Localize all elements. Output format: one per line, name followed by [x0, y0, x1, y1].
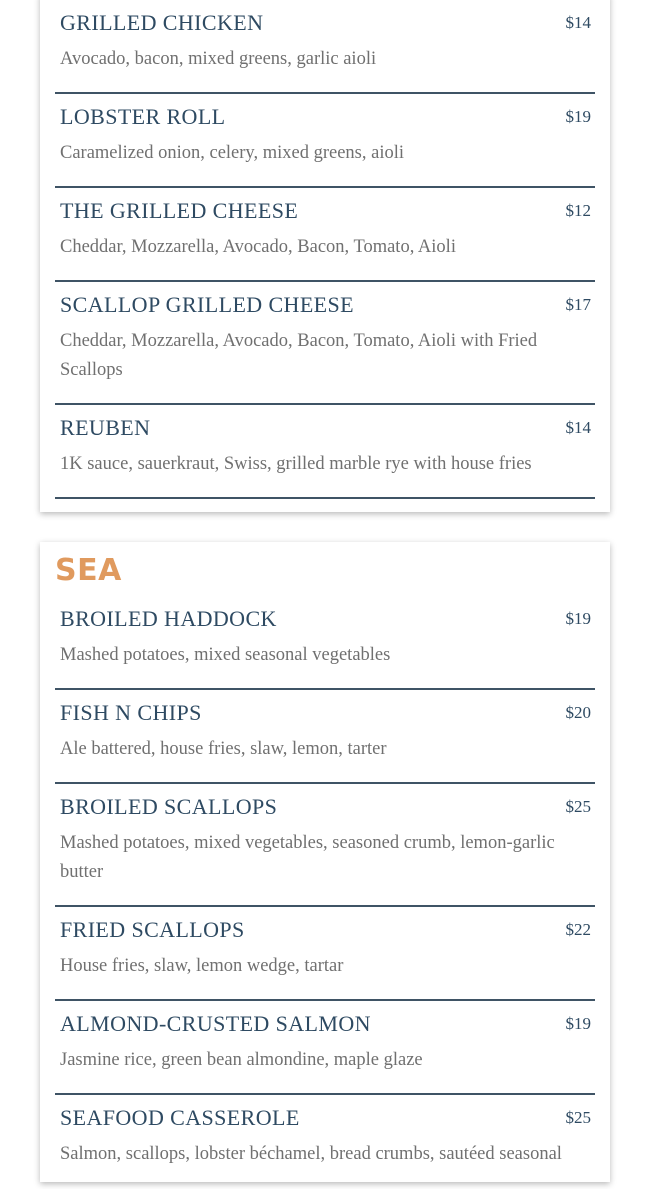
- item-description: Salmon, scallops, lobster béchamel, bread crumbs, sautéed seasonal: [60, 1144, 562, 1164]
- item-price: $20: [565, 703, 591, 722]
- item-name: ALMOND-CRUSTED SALMON: [60, 1011, 371, 1036]
- sandwiches-item-list: [55, 0, 595, 499]
- menu-item-the-grilled-cheese: [55, 188, 595, 282]
- item-name: GRILLED CHICKEN: [60, 10, 264, 35]
- menu-item-fried-scallops: [55, 907, 595, 1001]
- item-name: SEAFOOD CASSEROLE: [60, 1105, 300, 1130]
- item-name: REUBEN: [60, 415, 151, 440]
- item-name: FRIED SCALLOPS: [60, 917, 245, 942]
- menu-item-fish-n-chips: [55, 690, 595, 784]
- item-name: FISH N CHIPS: [60, 700, 202, 725]
- item-name: SCALLOP GRILLED CHEESE: [60, 292, 354, 317]
- item-price: $17: [565, 295, 591, 314]
- item-description: Cheddar, Mozzarella, Avocado, Bacon, Tomato, Aioli: [60, 237, 456, 257]
- item-name: LOBSTER ROLL: [60, 104, 226, 129]
- item-description: Mashed potatoes, mixed vegetables, seasoned crumb, lemon-garlic butter: [60, 833, 555, 882]
- menu-item-reuben: [55, 405, 595, 499]
- item-description: Caramelized onion, celery, mixed greens, aioli: [60, 143, 405, 163]
- sea-menu-card: [40, 542, 610, 1182]
- section-title: SEA: [55, 553, 122, 588]
- item-price: $14: [565, 418, 591, 437]
- item-description: 1K sauce, sauerkraut, Swiss, grilled marble rye with house fries: [60, 454, 532, 474]
- menu-item-broiled-scallops: [55, 784, 595, 907]
- item-name: THE GRILLED CHEESE: [60, 198, 299, 223]
- sandwiches-menu-card: [40, 0, 610, 512]
- item-price: $14: [565, 13, 591, 32]
- item-description: Avocado, bacon, mixed greens, garlic aioli: [60, 49, 377, 69]
- item-description: House fries, slaw, lemon wedge, tartar: [60, 956, 344, 976]
- menu-item-grilled-chicken: [55, 0, 595, 94]
- item-price: $25: [565, 1108, 591, 1127]
- menu-item-seafood-casserole: [55, 1095, 595, 1189]
- item-price: $19: [565, 609, 591, 628]
- item-price: $22: [565, 920, 591, 939]
- item-name: BROILED HADDOCK: [60, 606, 277, 631]
- item-price: $12: [565, 201, 591, 220]
- item-name: BROILED SCALLOPS: [60, 794, 278, 819]
- item-price: $19: [565, 1014, 591, 1033]
- menu-item-almond-crusted-salmon: [55, 1001, 595, 1095]
- item-price: $19: [565, 107, 591, 126]
- sea-item-list: [55, 596, 595, 1189]
- item-description: Jasmine rice, green bean almondine, maple glaze: [60, 1050, 423, 1070]
- menu-item-broiled-haddock: [55, 596, 595, 690]
- menu-item-scallop-grilled-cheese: [55, 282, 595, 405]
- menu-item-lobster-roll: [55, 94, 595, 188]
- item-description: Mashed potatoes, mixed seasonal vegetables: [60, 645, 391, 665]
- item-description: Ale battered, house fries, slaw, lemon, tarter: [60, 739, 387, 759]
- item-description: Cheddar, Mozzarella, Avocado, Bacon, Tomato, Aioli with Fried Scallops: [60, 331, 538, 380]
- item-price: $25: [565, 797, 591, 816]
